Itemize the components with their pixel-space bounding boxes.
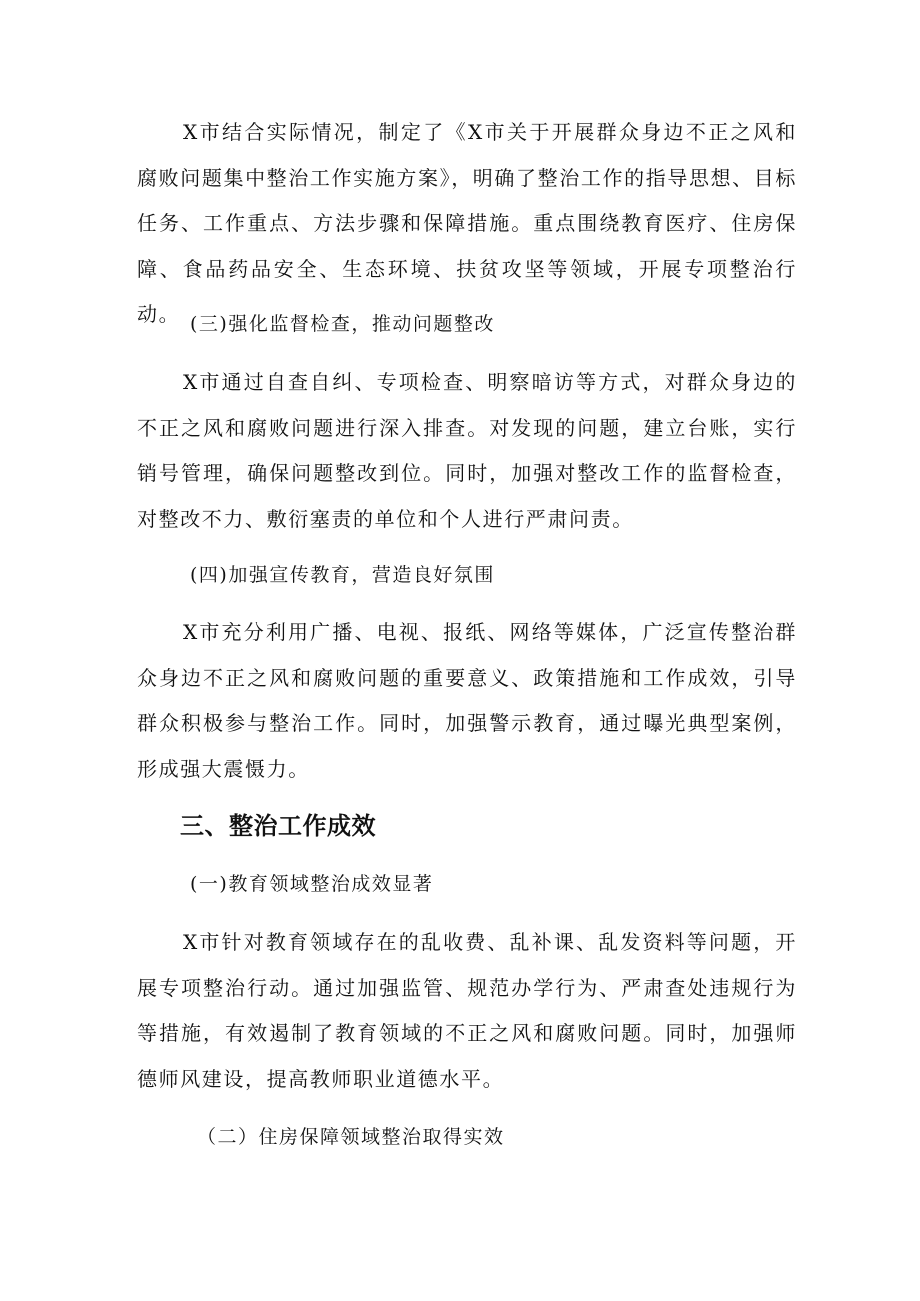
subheading-education: (一)教育领域整治成效显著 [190,873,434,895]
subheading-supervision: (三)强化监督检查，推动问题整改 [190,313,495,335]
paragraph-publicity: X市充分利用广播、电视、报纸、网络等媒体，广泛宣传整治群众身边不正之风和腐败问题的重要意义、政策措施和工作成效，引导群众积极参与整治工作。同时，加强警示教育，通过曝光典型案例，形成强大震慑力。 [137,620,797,781]
paragraph-supervision: X市通过自查自纠、专项检查、明察暗访等方式，对群众身边的不正之风和腐败问题进行深入排查。对发现的问题，建立台账，实行销号管理，确保问题整改到位。同时，加强对整改工作的监督检查，对整改不力、敷衍塞责的单位和个人进行严肃问责。 [137,370,797,531]
section-heading-results: 三、整治工作成效 [180,812,376,840]
subheading-housing: （二）住房保障领域整治取得实效 [197,1126,505,1148]
paragraph-implementation-plan: X市结合实际情况，制定了《X市关于开展群众身边不正之风和腐败问题集中整治工作实施方案》，明确了整治工作的指导思想、目标任务、工作重点、方法步骤和保障措施。重点围绕教育医疗、住房保障、食品药品安全、生态环境、扶贫攻坚等领域，开展专项整治行动。 [137,120,797,326]
subheading-publicity: (四)加强宣传教育，营造良好氛围 [190,564,495,586]
paragraph-education: X市针对教育领域存在的乱收费、乱补课、乱发资料等问题，开展专项整治行动。通过加强监管、规范办学行为、严肃查处违规行为等措施，有效遏制了教育领域的不正之风和腐败问题。同时，加强师德师风建设，提高教师职业道德水平。 [137,930,797,1091]
